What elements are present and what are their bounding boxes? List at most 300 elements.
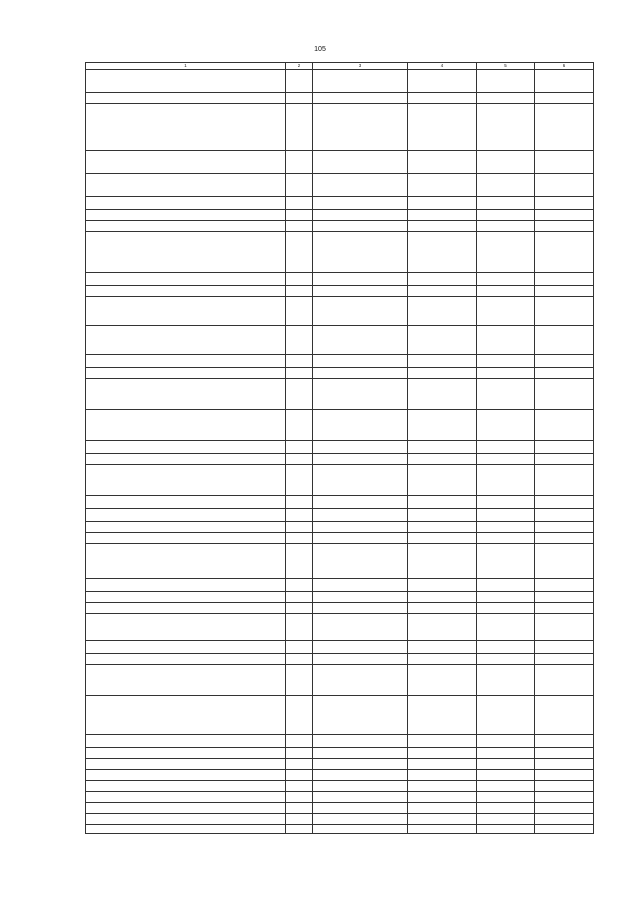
row-code-cell [313, 297, 408, 326]
row-name-cell [86, 104, 286, 151]
row-amount-cell [477, 770, 535, 781]
table-row [86, 759, 594, 770]
row-name-cell [86, 544, 286, 579]
row-amount-cell [408, 104, 477, 151]
row-amount-cell [408, 174, 477, 197]
row-amount-cell [535, 379, 594, 410]
row-amount-cell [477, 641, 535, 654]
row-amount-cell [477, 592, 535, 603]
row-amount-cell [535, 496, 594, 509]
row-amount-cell [535, 368, 594, 379]
row-admin-cell [286, 232, 313, 273]
row-amount-cell [408, 273, 477, 286]
row-amount-cell [408, 93, 477, 104]
header-row [86, 63, 594, 70]
row-amount-cell [535, 465, 594, 496]
row-amount-cell [477, 286, 535, 297]
row-name-cell [86, 197, 286, 210]
table-row [86, 696, 594, 735]
row-amount-cell [535, 579, 594, 592]
row-amount-cell [408, 544, 477, 579]
row-amount-cell [477, 496, 535, 509]
row-admin-cell [286, 210, 313, 221]
table-row [86, 232, 594, 273]
row-admin-cell [286, 614, 313, 641]
row-amount-cell [477, 454, 535, 465]
row-amount-cell [408, 614, 477, 641]
row-amount-cell [408, 197, 477, 210]
row-code-cell [313, 603, 408, 614]
row-name-cell [86, 803, 286, 814]
row-code-cell [313, 579, 408, 592]
table-row [86, 533, 594, 544]
row-code-cell [313, 379, 408, 410]
row-code-cell [313, 496, 408, 509]
row-amount-cell [535, 748, 594, 759]
row-admin-cell [286, 544, 313, 579]
row-code-cell [313, 286, 408, 297]
table-row [86, 368, 594, 379]
row-amount-cell [408, 592, 477, 603]
row-amount-cell [535, 174, 594, 197]
table-row [86, 441, 594, 454]
row-amount-cell [477, 748, 535, 759]
row-name-cell [86, 522, 286, 533]
row-code-cell [313, 814, 408, 825]
row-amount-cell [535, 696, 594, 735]
row-code-cell [313, 654, 408, 665]
row-name-cell [86, 379, 286, 410]
row-amount-cell [477, 814, 535, 825]
row-name-cell [86, 792, 286, 803]
row-admin-cell [286, 174, 313, 197]
row-name-cell [86, 696, 286, 735]
row-code-cell [313, 509, 408, 522]
row-amount-cell [535, 603, 594, 614]
row-admin-cell [286, 379, 313, 410]
row-amount-cell [408, 368, 477, 379]
row-admin-cell [286, 803, 313, 814]
row-amount-cell [408, 641, 477, 654]
table-row [86, 825, 594, 834]
row-name-cell [86, 286, 286, 297]
row-admin-cell [286, 197, 313, 210]
row-admin-cell [286, 592, 313, 603]
header-cell: 3 [313, 63, 408, 70]
row-admin-cell [286, 151, 313, 174]
header-cell: 1 [86, 63, 286, 70]
row-amount-cell [408, 286, 477, 297]
row-amount-cell [408, 210, 477, 221]
row-name-cell [86, 232, 286, 273]
row-amount-cell [535, 533, 594, 544]
row-amount-cell [477, 326, 535, 355]
row-admin-cell [286, 297, 313, 326]
row-code-cell [313, 441, 408, 454]
row-amount-cell [535, 286, 594, 297]
row-name-cell [86, 441, 286, 454]
row-code-cell [313, 232, 408, 273]
row-amount-cell [408, 522, 477, 533]
row-code-cell [313, 465, 408, 496]
row-amount-cell [408, 441, 477, 454]
row-code-cell [313, 221, 408, 232]
row-name-cell [86, 410, 286, 441]
row-admin-cell [286, 579, 313, 592]
row-amount-cell [535, 641, 594, 654]
row-code-cell [313, 544, 408, 579]
row-amount-cell [477, 93, 535, 104]
row-name-cell [86, 93, 286, 104]
row-admin-cell [286, 603, 313, 614]
table-row [86, 297, 594, 326]
row-admin-cell [286, 696, 313, 735]
row-amount-cell [477, 759, 535, 770]
row-amount-cell [408, 825, 477, 834]
table-row [86, 379, 594, 410]
row-amount-cell [477, 803, 535, 814]
row-admin-cell [286, 441, 313, 454]
row-name-cell [86, 770, 286, 781]
row-name-cell [86, 326, 286, 355]
row-name-cell [86, 735, 286, 748]
table-row [86, 174, 594, 197]
row-amount-cell [408, 603, 477, 614]
row-admin-cell [286, 509, 313, 522]
table-row [86, 221, 594, 232]
row-code-cell [313, 781, 408, 792]
table-row [86, 614, 594, 641]
row-admin-cell [286, 825, 313, 834]
table-row [86, 104, 594, 151]
table-row [86, 544, 594, 579]
row-name-cell [86, 210, 286, 221]
row-name-cell [86, 368, 286, 379]
row-admin-cell [286, 93, 313, 104]
row-amount-cell [408, 379, 477, 410]
row-amount-cell [408, 221, 477, 232]
row-amount-cell [408, 803, 477, 814]
row-code-cell [313, 210, 408, 221]
table-row [86, 603, 594, 614]
row-amount-cell [535, 665, 594, 696]
row-amount-cell [535, 210, 594, 221]
row-amount-cell [535, 509, 594, 522]
row-name-cell [86, 603, 286, 614]
header-cell: 6 [535, 63, 594, 70]
row-admin-cell [286, 496, 313, 509]
table-row [86, 197, 594, 210]
row-amount-cell [535, 792, 594, 803]
row-admin-cell [286, 70, 313, 93]
row-code-cell [313, 151, 408, 174]
row-amount-cell [408, 465, 477, 496]
row-amount-cell [477, 297, 535, 326]
row-name-cell [86, 781, 286, 792]
row-code-cell [313, 735, 408, 748]
row-amount-cell [477, 221, 535, 232]
row-amount-cell [477, 522, 535, 533]
row-code-cell [313, 825, 408, 834]
row-name-cell [86, 355, 286, 368]
row-amount-cell [408, 696, 477, 735]
row-code-cell [313, 770, 408, 781]
row-amount-cell [477, 509, 535, 522]
table-row [86, 210, 594, 221]
row-amount-cell [535, 803, 594, 814]
row-amount-cell [408, 509, 477, 522]
row-code-cell [313, 748, 408, 759]
row-admin-cell [286, 814, 313, 825]
row-amount-cell [408, 151, 477, 174]
row-amount-cell [477, 825, 535, 834]
row-amount-cell [535, 454, 594, 465]
row-code-cell [313, 355, 408, 368]
table-row [86, 735, 594, 748]
budget-table [85, 62, 594, 834]
row-name-cell [86, 496, 286, 509]
row-admin-cell [286, 781, 313, 792]
row-code-cell [313, 174, 408, 197]
row-code-cell [313, 410, 408, 441]
row-admin-cell [286, 355, 313, 368]
row-admin-cell [286, 665, 313, 696]
row-code-cell [313, 665, 408, 696]
row-code-cell [313, 641, 408, 654]
row-amount-cell [408, 326, 477, 355]
row-amount-cell [408, 759, 477, 770]
table-row [86, 70, 594, 93]
row-amount-cell [535, 410, 594, 441]
row-amount-cell [408, 770, 477, 781]
row-amount-cell [535, 825, 594, 834]
table-row [86, 803, 594, 814]
table-row [86, 641, 594, 654]
page-number: 105 [314, 46, 326, 53]
row-name-cell [86, 814, 286, 825]
row-amount-cell [408, 814, 477, 825]
row-amount-cell [477, 174, 535, 197]
row-amount-cell [535, 93, 594, 104]
row-amount-cell [535, 221, 594, 232]
row-amount-cell [477, 665, 535, 696]
row-name-cell [86, 592, 286, 603]
row-admin-cell [286, 454, 313, 465]
table-row [86, 814, 594, 825]
row-amount-cell [535, 297, 594, 326]
row-name-cell [86, 641, 286, 654]
row-code-cell [313, 696, 408, 735]
row-name-cell [86, 665, 286, 696]
row-amount-cell [477, 579, 535, 592]
row-amount-cell [535, 770, 594, 781]
row-amount-cell [408, 454, 477, 465]
row-amount-cell [477, 355, 535, 368]
table-row [86, 748, 594, 759]
table-row [86, 770, 594, 781]
row-amount-cell [477, 792, 535, 803]
row-amount-cell [408, 579, 477, 592]
row-amount-cell [535, 735, 594, 748]
row-amount-cell [408, 496, 477, 509]
row-admin-cell [286, 641, 313, 654]
row-admin-cell [286, 286, 313, 297]
row-amount-cell [535, 544, 594, 579]
row-amount-cell [535, 273, 594, 286]
row-amount-cell [535, 104, 594, 151]
row-name-cell [86, 273, 286, 286]
row-amount-cell [535, 355, 594, 368]
table-row [86, 151, 594, 174]
row-admin-cell [286, 654, 313, 665]
row-amount-cell [477, 151, 535, 174]
row-code-cell [313, 326, 408, 355]
row-name-cell [86, 151, 286, 174]
row-amount-cell [477, 441, 535, 454]
table-row [86, 93, 594, 104]
row-amount-cell [408, 654, 477, 665]
table-row [86, 326, 594, 355]
row-amount-cell [535, 232, 594, 273]
row-amount-cell [477, 410, 535, 441]
row-amount-cell [535, 197, 594, 210]
row-admin-cell [286, 522, 313, 533]
row-amount-cell [477, 368, 535, 379]
row-admin-cell [286, 410, 313, 441]
row-name-cell [86, 614, 286, 641]
row-name-cell [86, 759, 286, 770]
row-name-cell [86, 465, 286, 496]
row-amount-cell [477, 696, 535, 735]
row-amount-cell [408, 410, 477, 441]
row-amount-cell [477, 232, 535, 273]
row-code-cell [313, 533, 408, 544]
table-row [86, 522, 594, 533]
row-amount-cell [477, 210, 535, 221]
budget-table-body [86, 63, 594, 834]
row-amount-cell [477, 273, 535, 286]
row-code-cell [313, 368, 408, 379]
row-code-cell [313, 454, 408, 465]
table-row [86, 792, 594, 803]
row-name-cell [86, 297, 286, 326]
row-code-cell [313, 70, 408, 93]
row-amount-cell [477, 197, 535, 210]
row-name-cell [86, 533, 286, 544]
table-row [86, 465, 594, 496]
row-amount-cell [408, 70, 477, 93]
row-code-cell [313, 104, 408, 151]
row-name-cell [86, 70, 286, 93]
row-amount-cell [535, 326, 594, 355]
table-row [86, 410, 594, 441]
row-name-cell [86, 654, 286, 665]
table-row [86, 592, 594, 603]
row-name-cell [86, 509, 286, 522]
row-amount-cell [477, 603, 535, 614]
table-row [86, 654, 594, 665]
row-name-cell [86, 825, 286, 834]
row-admin-cell [286, 770, 313, 781]
row-amount-cell [408, 781, 477, 792]
row-amount-cell [477, 465, 535, 496]
row-admin-cell [286, 759, 313, 770]
row-amount-cell [408, 232, 477, 273]
row-admin-cell [286, 273, 313, 286]
table-row [86, 496, 594, 509]
row-admin-cell [286, 792, 313, 803]
row-amount-cell [535, 781, 594, 792]
row-code-cell [313, 759, 408, 770]
row-name-cell [86, 748, 286, 759]
row-amount-cell [535, 151, 594, 174]
row-admin-cell [286, 104, 313, 151]
table-row [86, 273, 594, 286]
row-amount-cell [408, 297, 477, 326]
row-name-cell [86, 579, 286, 592]
row-amount-cell [477, 533, 535, 544]
row-admin-cell [286, 735, 313, 748]
table-row [86, 454, 594, 465]
header-cell: 5 [477, 63, 535, 70]
row-code-cell [313, 197, 408, 210]
row-name-cell [86, 221, 286, 232]
row-amount-cell [408, 355, 477, 368]
row-amount-cell [477, 379, 535, 410]
row-admin-cell [286, 533, 313, 544]
row-admin-cell [286, 368, 313, 379]
row-code-cell [313, 592, 408, 603]
row-amount-cell [477, 654, 535, 665]
row-amount-cell [535, 70, 594, 93]
row-admin-cell [286, 221, 313, 232]
row-amount-cell [477, 781, 535, 792]
row-amount-cell [408, 665, 477, 696]
row-amount-cell [477, 70, 535, 93]
row-amount-cell [477, 735, 535, 748]
row-amount-cell [408, 748, 477, 759]
table-row [86, 509, 594, 522]
row-amount-cell [535, 592, 594, 603]
table-row [86, 781, 594, 792]
header-cell: 4 [408, 63, 477, 70]
row-amount-cell [408, 792, 477, 803]
header-cell: 2 [286, 63, 313, 70]
table-row [86, 355, 594, 368]
row-name-cell [86, 454, 286, 465]
row-code-cell [313, 522, 408, 533]
row-admin-cell [286, 326, 313, 355]
row-amount-cell [477, 544, 535, 579]
table-row [86, 286, 594, 297]
table-row [86, 665, 594, 696]
row-code-cell [313, 614, 408, 641]
row-amount-cell [535, 441, 594, 454]
row-code-cell [313, 93, 408, 104]
row-code-cell [313, 792, 408, 803]
row-code-cell [313, 803, 408, 814]
row-amount-cell [535, 522, 594, 533]
row-amount-cell [535, 814, 594, 825]
row-admin-cell [286, 465, 313, 496]
budget-table-container [85, 62, 594, 834]
row-amount-cell [408, 735, 477, 748]
row-admin-cell [286, 748, 313, 759]
row-amount-cell [535, 614, 594, 641]
row-amount-cell [535, 654, 594, 665]
row-amount-cell [408, 533, 477, 544]
row-amount-cell [477, 614, 535, 641]
